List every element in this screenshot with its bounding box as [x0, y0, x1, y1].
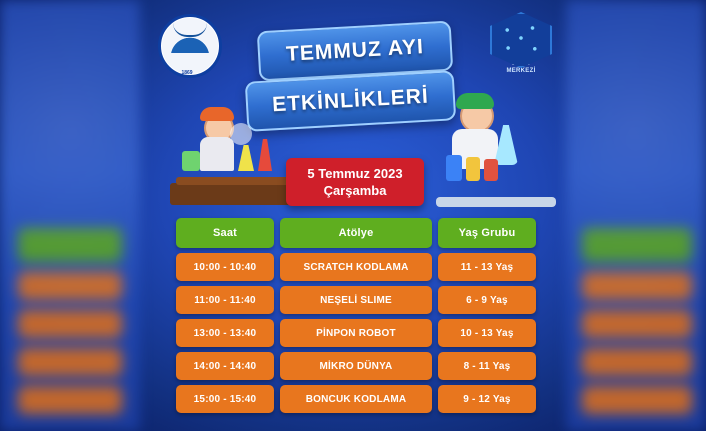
girl-scientist-illustration [170, 105, 295, 205]
cell-yas: 8 - 11 Yaş [438, 352, 536, 380]
cell-saat: 15:00 - 15:40 [176, 385, 274, 413]
ghost-row-right-3 [582, 348, 692, 376]
event-date-line1: 5 Temmuz 2023 [307, 166, 403, 181]
cell-atolye: SCRATCH KODLAMA [280, 253, 432, 281]
ghost-row-left-1 [18, 272, 122, 300]
column-header-saat: Saat [176, 218, 274, 248]
science-center-logo-icon [482, 12, 560, 84]
cell-yas: 11 - 13 Yaş [438, 253, 536, 281]
title-ribbon-line2: ETKİNLİKLERİ [245, 70, 456, 132]
ghost-header-left [18, 228, 122, 262]
table-row [176, 352, 536, 380]
cell-yas: 9 - 12 Yaş [438, 385, 536, 413]
event-date-line2: Çarşamba [323, 183, 387, 198]
cell-atolye: NEŞELİ SLIME [280, 286, 432, 314]
schedule-table [176, 218, 536, 418]
table-row [176, 286, 536, 314]
ghost-row-left-3 [18, 348, 122, 376]
boy-scientist-illustration [436, 95, 556, 207]
cell-saat: 13:00 - 13:40 [176, 319, 274, 347]
cell-saat: 14:00 - 14:40 [176, 352, 274, 380]
cell-saat: 10:00 - 10:40 [176, 253, 274, 281]
ghost-row-right-2 [582, 310, 692, 338]
table-row [176, 385, 536, 413]
column-header-atolye: Atölye [280, 218, 432, 248]
table-row [176, 253, 536, 281]
cell-saat: 11:00 - 11:40 [176, 286, 274, 314]
ghost-row-left-4 [18, 386, 122, 414]
cell-yas: 10 - 13 Yaş [438, 319, 536, 347]
ghost-row-left-2 [18, 310, 122, 338]
table-header-row [176, 218, 536, 248]
municipality-logo-year: 1869 [181, 70, 193, 76]
cell-atolye: PİNPON ROBOT [280, 319, 432, 347]
table-row [176, 319, 536, 347]
ghost-row-right-4 [582, 386, 692, 414]
municipality-logo-icon [158, 14, 218, 78]
cell-atolye: BONCUK KODLAMA [280, 385, 432, 413]
cell-yas: 6 - 9 Yaş [438, 286, 536, 314]
event-date-badge [286, 158, 424, 206]
science-center-logo-line3: MERKEZİ [506, 68, 536, 74]
ghost-header-right [582, 228, 692, 262]
title-ribbon-line1: TEMMUZ AYI [257, 21, 453, 82]
cell-atolye: MİKRO DÜNYA [280, 352, 432, 380]
column-header-yas-grubu: Yaş Grubu [438, 218, 536, 248]
ghost-row-right-1 [582, 272, 692, 300]
poster-content [118, 0, 588, 431]
